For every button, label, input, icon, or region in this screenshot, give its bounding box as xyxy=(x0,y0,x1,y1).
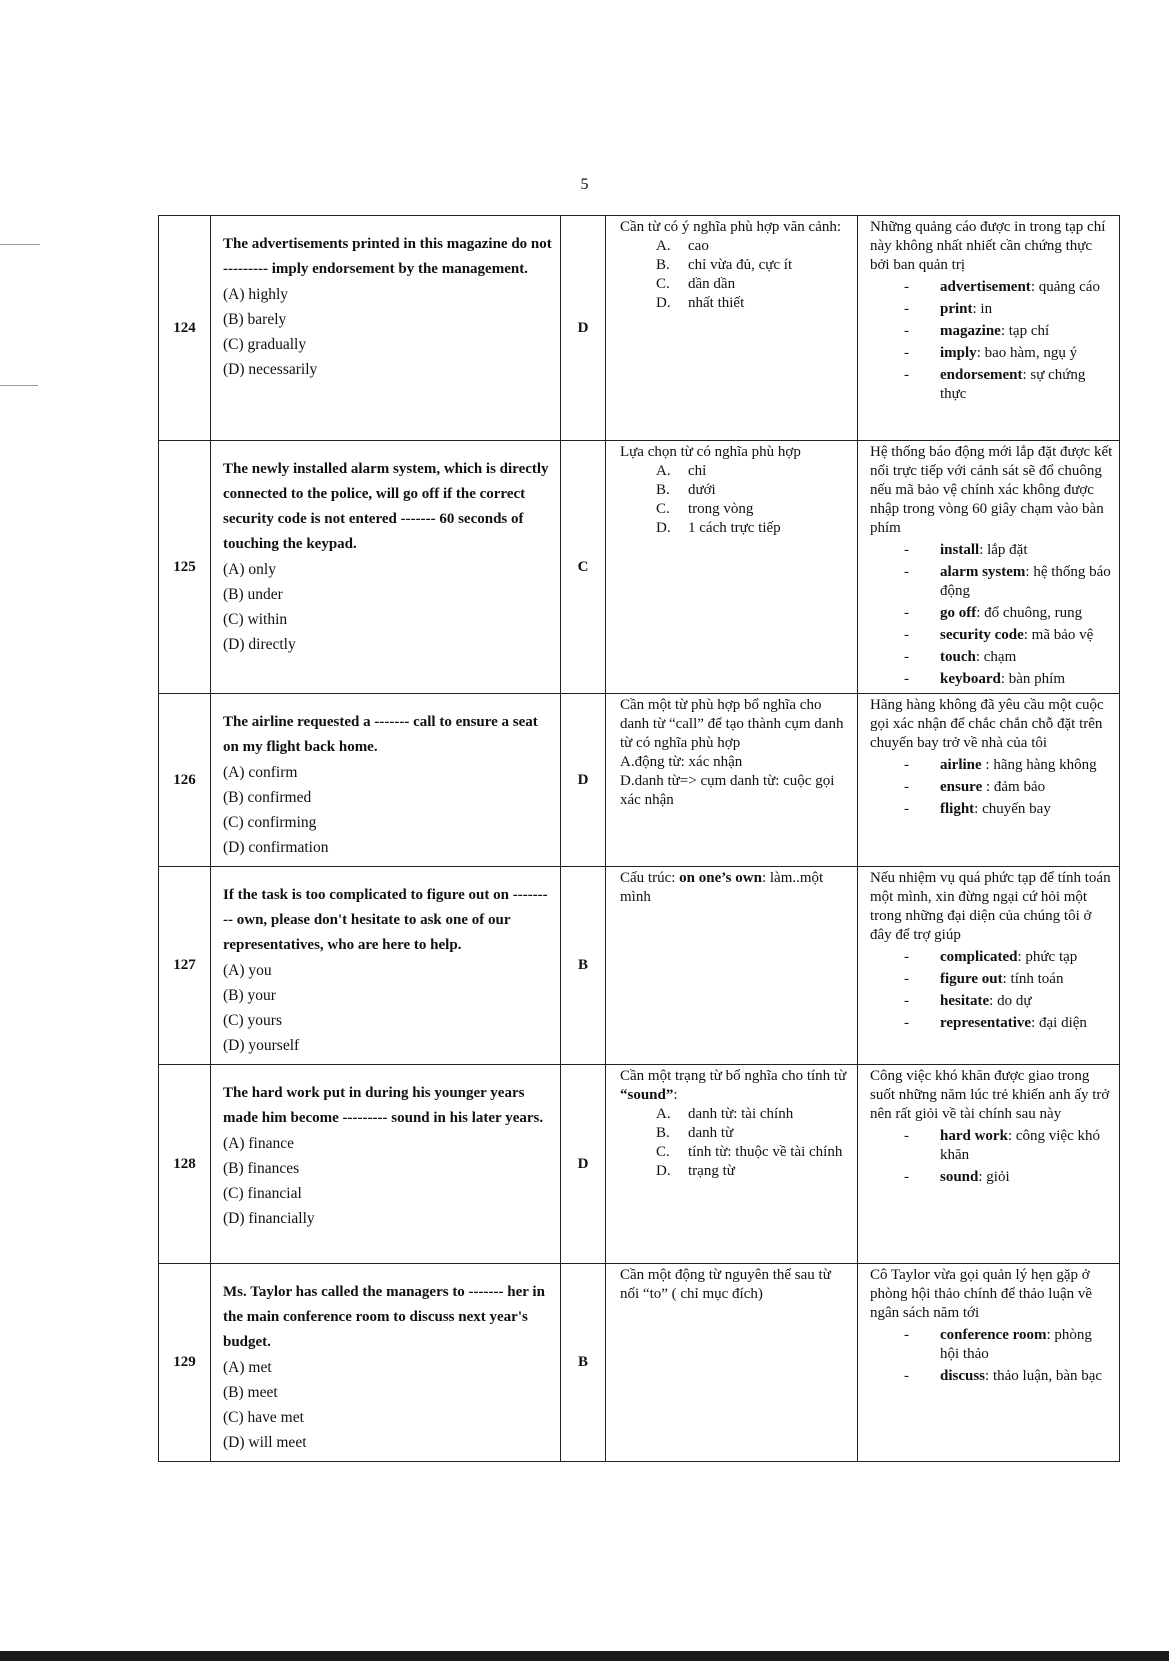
option: (B) finances xyxy=(223,1160,300,1177)
answer-letter: C xyxy=(561,441,606,694)
table-row xyxy=(159,694,1120,867)
table-row xyxy=(159,441,1120,694)
table-row xyxy=(159,1264,1120,1462)
explanation-intro: Cần từ có ý nghĩa phù hợp văn cảnh: xyxy=(620,219,842,235)
option: (C) have met xyxy=(223,1409,304,1426)
vocab-item: - hard work: công việc khó khăn xyxy=(904,1128,1100,1163)
option: (C) financial xyxy=(223,1185,302,1202)
answer-letter: D xyxy=(561,1065,606,1264)
answer-letter: D xyxy=(561,694,606,867)
vocab-item: - alarm system: hệ thống báo động xyxy=(904,564,1111,599)
choice-item: A. cao xyxy=(656,238,709,254)
explanation-intro: Lựa chọn từ có nghĩa phù hợp xyxy=(620,444,801,460)
explanation-intro: Cấu trúc: on one’s own: làm..một mình xyxy=(620,870,824,905)
choice-item: D. nhất thiết xyxy=(656,295,745,311)
option: (D) financially xyxy=(223,1210,315,1227)
question-number: 129 xyxy=(159,1264,211,1462)
answer-letter: D xyxy=(561,216,606,441)
option: (A) confirm xyxy=(223,764,298,781)
translation-cell xyxy=(858,867,1120,1065)
translation-cell xyxy=(858,1065,1120,1264)
translation-text: Công việc khó khăn được giao trong suốt những năm lúc trẻ khiến anh ấy trở nên rất giỏi về tài chính sau này xyxy=(870,1068,1110,1122)
option: (B) your xyxy=(223,987,276,1004)
option: (A) you xyxy=(223,962,272,979)
choice-item: D. trạng từ xyxy=(656,1163,735,1179)
option: (C) within xyxy=(223,611,288,628)
question-number: 126 xyxy=(159,694,211,867)
explanation-cell xyxy=(606,441,858,694)
option: (C) yours xyxy=(223,1012,282,1029)
translation-text: Nếu nhiệm vụ quá phức tạp để tính toán một mình, xin đừng ngại cứ hỏi một trong những đại diện của chúng tôi ở đây để trợ giúp xyxy=(870,870,1111,943)
choice-item: D. 1 cách trực tiếp xyxy=(656,520,781,536)
vocab-item: - ensure : đảm bảo xyxy=(904,779,1046,795)
option: (C) confirming xyxy=(223,814,317,831)
option: (B) under xyxy=(223,586,283,603)
vocab-item: - go off: đổ chuông, rung xyxy=(904,605,1083,621)
explanation-line: D.danh từ=> cụm danh từ: cuộc gọi xác nhận xyxy=(620,773,835,808)
vocab-item: - hesitate: do dự xyxy=(904,993,1032,1009)
question-cell xyxy=(211,694,561,867)
option: (B) meet xyxy=(223,1384,278,1401)
option: (D) will meet xyxy=(223,1434,307,1451)
question-number: 127 xyxy=(159,867,211,1065)
vocab-item: - magazine: tạp chí xyxy=(904,323,1050,339)
explanation-intro: Cần một từ phù hợp bổ nghĩa cho danh từ “call” để tạo thành cụm danh từ có nghĩa phù hợp xyxy=(620,697,844,751)
choice-item: C. tính từ: thuộc về tài chính xyxy=(656,1144,843,1160)
option: (D) confirmation xyxy=(223,839,329,856)
translation-text: Hệ thống báo động mới lắp đặt được kết nối trực tiếp với cảnh sát sẽ đổ chuông nếu mã bảo vệ chính xác không được nhập trong vòng 60 giây chạm vào bàn phím xyxy=(870,444,1113,536)
question-text: Ms. Taylor has called the managers to ------- her in the main conference room to discuss next year's budget. xyxy=(223,1284,545,1350)
choice-item: A. danh từ: tài chính xyxy=(656,1106,794,1122)
translation-cell xyxy=(858,441,1120,694)
question-cell xyxy=(211,867,561,1065)
table-row xyxy=(159,216,1120,441)
scan-artifact-line xyxy=(0,244,40,245)
explanation-cell xyxy=(606,1065,858,1264)
table-row xyxy=(159,1065,1120,1264)
vocab-item: - complicated: phức tạp xyxy=(904,949,1078,965)
vocab-item: - keyboard: bàn phím xyxy=(904,671,1066,687)
choice-item: C. dần dần xyxy=(656,276,736,292)
vocab-item: - representative: đại diện xyxy=(904,1015,1087,1031)
explanation-line: A.động từ: xác nhận xyxy=(620,754,743,770)
translation-cell xyxy=(858,694,1120,867)
option: (A) only xyxy=(223,561,276,578)
scan-artifact-line xyxy=(0,385,38,386)
vocab-item: - airline : hãng hàng không xyxy=(904,757,1097,773)
vocab-item: - imply: bao hàm, ngụ ý xyxy=(904,345,1078,361)
option: (A) highly xyxy=(223,286,289,303)
vocab-item: - install: lắp đặt xyxy=(904,542,1028,558)
vocab-item: - figure out: tính toán xyxy=(904,971,1064,987)
choice-item: B. danh từ xyxy=(656,1125,734,1141)
option: (B) confirmed xyxy=(223,789,312,806)
option: (D) yourself xyxy=(223,1037,300,1054)
choice-item: B. dưới xyxy=(656,482,716,498)
question-text: If the task is too complicated to figure out on --------- own, please don't hesitate to ask one of our representatives, who are here to help. xyxy=(223,887,548,953)
option: (C) gradually xyxy=(223,336,307,353)
question-text: The advertisements printed in this magazine do not --------- imply endorsement by the management. xyxy=(223,236,552,277)
explanation-intro: Cần một trạng từ bổ nghĩa cho tính từ “sound”: xyxy=(620,1068,847,1103)
answer-table xyxy=(158,215,1120,1462)
vocab-item: - touch: chạm xyxy=(904,649,1017,665)
question-text: The hard work put in during his younger years made him become --------- sound in his later years. xyxy=(223,1085,544,1126)
question-number: 125 xyxy=(159,441,211,694)
explanation-cell xyxy=(606,867,858,1065)
question-number: 124 xyxy=(159,216,211,441)
translation-cell xyxy=(858,216,1120,441)
translation-cell xyxy=(858,1264,1120,1462)
answer-letter: B xyxy=(561,867,606,1065)
vocab-item: - flight: chuyến bay xyxy=(904,801,1051,817)
table-row xyxy=(159,867,1120,1065)
translation-text: Cô Taylor vừa gọi quản lý hẹn gặp ở phòng hội thảo chính để thảo luận về ngân sách năm tới xyxy=(870,1267,1093,1321)
translation-text: Hãng hàng không đã yêu cầu một cuộc gọi xác nhận để chắc chắn chỗ đặt trên chuyến bay trở về nhà của tôi xyxy=(870,697,1104,751)
answer-letter: B xyxy=(561,1264,606,1462)
vocab-item: - advertisement: quảng cáo xyxy=(904,279,1100,295)
question-number: 128 xyxy=(159,1065,211,1264)
explanation-cell xyxy=(606,216,858,441)
option: (A) finance xyxy=(223,1135,294,1152)
vocab-item: - sound: giỏi xyxy=(904,1169,1010,1185)
scan-bottom-edge xyxy=(0,1651,1169,1661)
page-number: 5 xyxy=(580,176,589,193)
option: (D) necessarily xyxy=(223,361,318,378)
choice-item: A. chỉ xyxy=(656,463,707,479)
question-cell xyxy=(211,1065,561,1264)
vocab-item: - endorsement: sự chứng thực xyxy=(904,367,1086,402)
vocab-item: - discuss: thảo luận, bàn bạc xyxy=(904,1368,1103,1384)
vocab-item: - print: in xyxy=(904,301,993,317)
question-text: The airline requested a ------- call to ensure a seat on my flight back home. xyxy=(223,714,538,755)
option: (B) barely xyxy=(223,311,287,328)
vocab-item: - conference room: phòng hội thảo xyxy=(904,1327,1092,1362)
question-text: The newly installed alarm system, which is directly connected to the police, will go off if the correct security code is not entered ------- 60 seconds of touching the keypad. xyxy=(223,461,549,552)
vocab-item: - security code: mã bảo vệ xyxy=(904,627,1094,643)
question-cell xyxy=(211,216,561,441)
question-cell xyxy=(211,441,561,694)
explanation-cell xyxy=(606,1264,858,1462)
translation-text: Những quảng cáo được in trong tạp chí này không nhất nhiết cần chứng thực bởi ban quản trị xyxy=(870,219,1106,273)
explanation-intro: Cần một động từ nguyên thể sau từ nối “to” ( chỉ mục đích) xyxy=(620,1267,831,1302)
explanation-cell xyxy=(606,694,858,867)
option: (D) directly xyxy=(223,636,296,653)
question-cell xyxy=(211,1264,561,1462)
choice-item: B. chỉ vừa đủ, cực ít xyxy=(656,257,793,273)
choice-item: C. trong vòng xyxy=(656,501,754,517)
option: (A) met xyxy=(223,1359,272,1376)
